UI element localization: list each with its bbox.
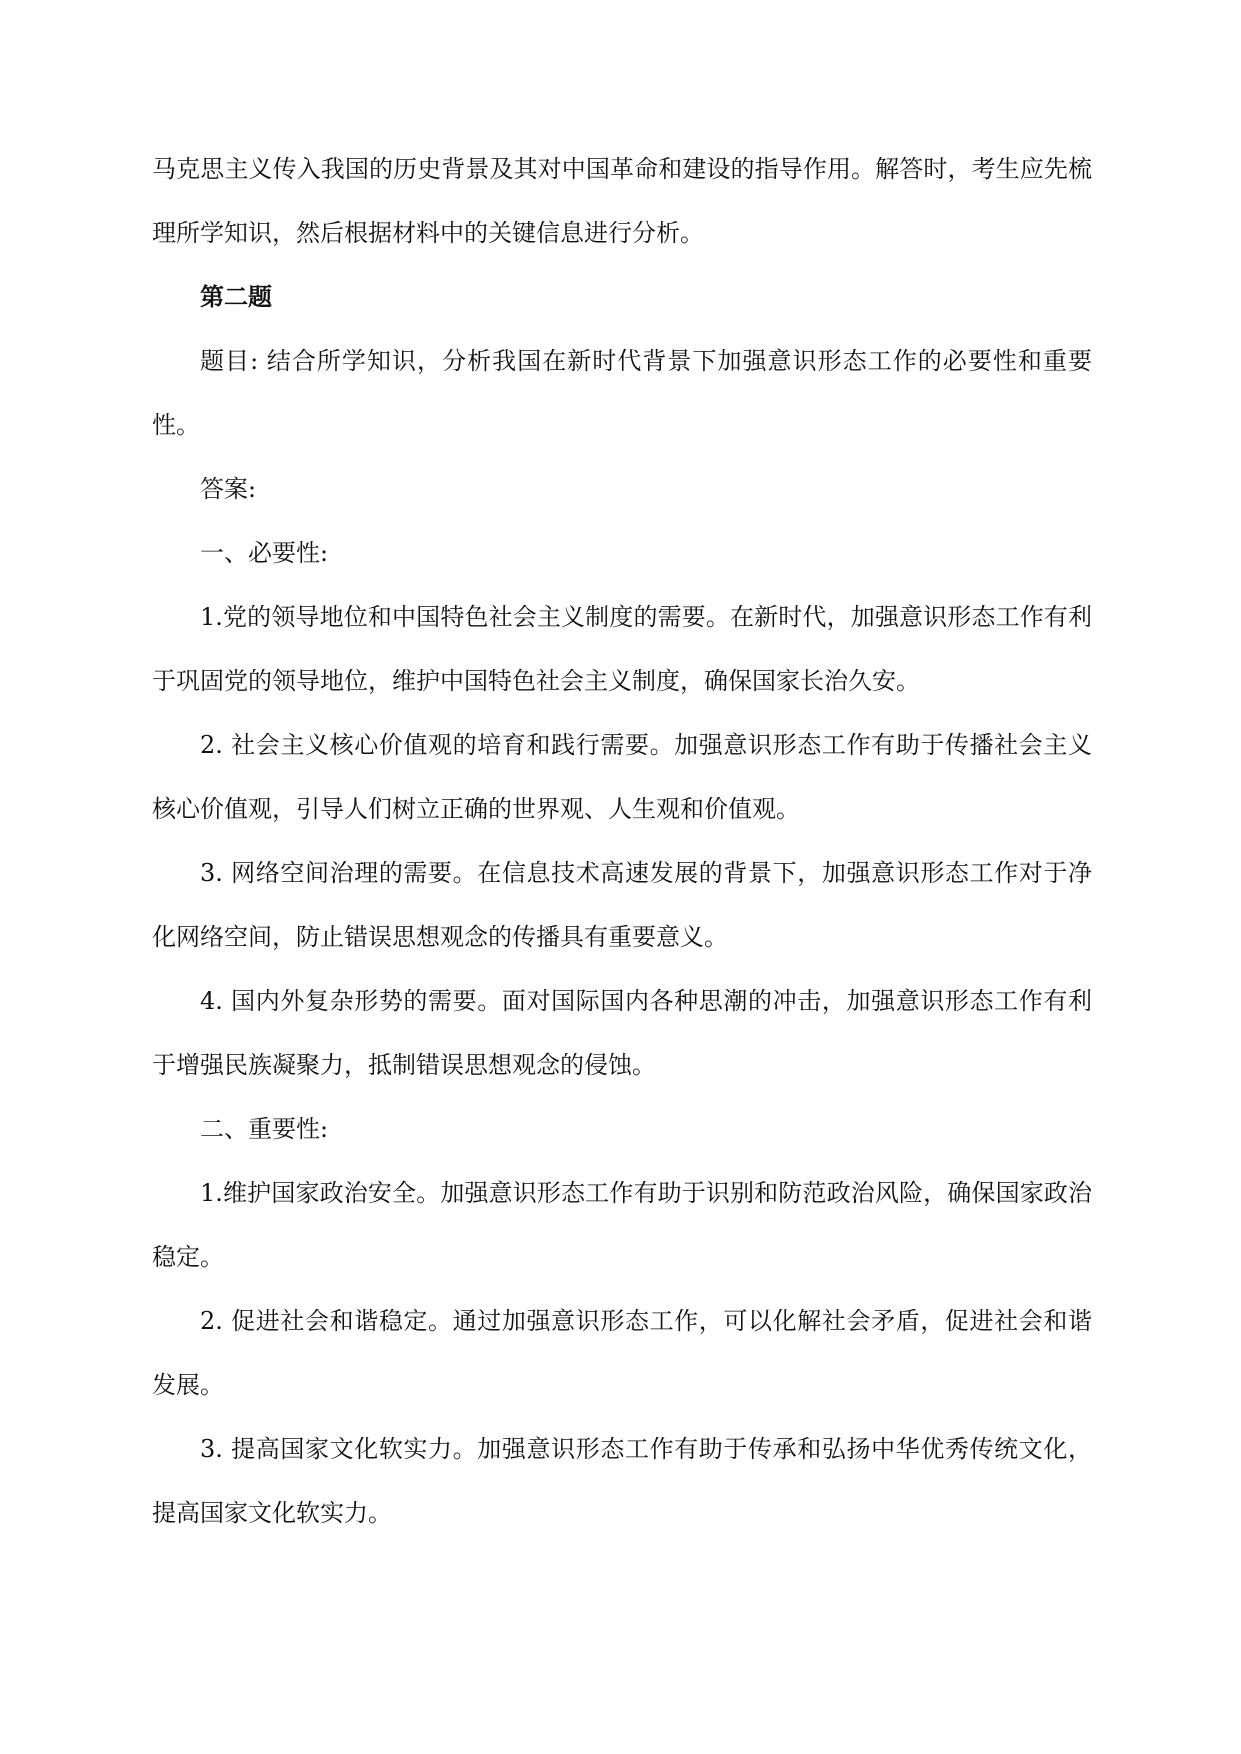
necessity-point-1: 1.党的领导地位和中国特色社会主义制度的需要。在新时代，加强意识形态工作有利于巩固党的领导地位，维护中国特色社会主义制度，确保国家长治久安。 [152, 603, 1092, 695]
necessity-point-3: 3. 网络空间治理的需要。在信息技术高速发展的背景下，加强意识形态工作对于净化网络空间，防止错误思想观念的传播具有重要意义。 [152, 859, 1092, 951]
answer-label: 答案: [200, 475, 257, 503]
section-importance-heading: 二、重要性: [200, 1115, 329, 1143]
paragraph-intro-continuation: 马克思主义传入我国的历史背景及其对中国革命和建设的指导作用。解答时，考生应先梳理所学知识，然后根据材料中的关键信息进行分析。 [152, 155, 1092, 247]
question-prompt: 题目: 结合所学知识，分析我国在新时代背景下加强意识形态工作的必要性和重要性。 [152, 347, 1092, 439]
necessity-point-2: 2. 社会主义核心价值观的培育和践行需要。加强意识形态工作有助于传播社会主义核心价值观，引导人们树立正确的世界观、人生观和价值观。 [152, 731, 1092, 823]
importance-point-1: 1.维护国家政治安全。加强意识形态工作有助于识别和防范政治风险，确保国家政治稳定。 [152, 1179, 1092, 1271]
document-body [152, 137, 1092, 1545]
importance-point-2: 2. 促进社会和谐稳定。通过加强意识形态工作，可以化解社会矛盾，促进社会和谐发展。 [152, 1307, 1092, 1399]
section-necessity-heading: 一、必要性: [200, 539, 329, 567]
question-heading: 第二题 [200, 282, 272, 311]
importance-point-3: 3. 提高国家文化软实力。加强意识形态工作有助于传承和弘扬中华优秀传统文化，提高国家文化软实力。 [152, 1435, 1092, 1527]
necessity-point-4: 4. 国内外复杂形势的需要。面对国际国内各种思潮的冲击，加强意识形态工作有利于增强民族凝聚力，抵制错误思想观念的侵蚀。 [152, 987, 1092, 1079]
